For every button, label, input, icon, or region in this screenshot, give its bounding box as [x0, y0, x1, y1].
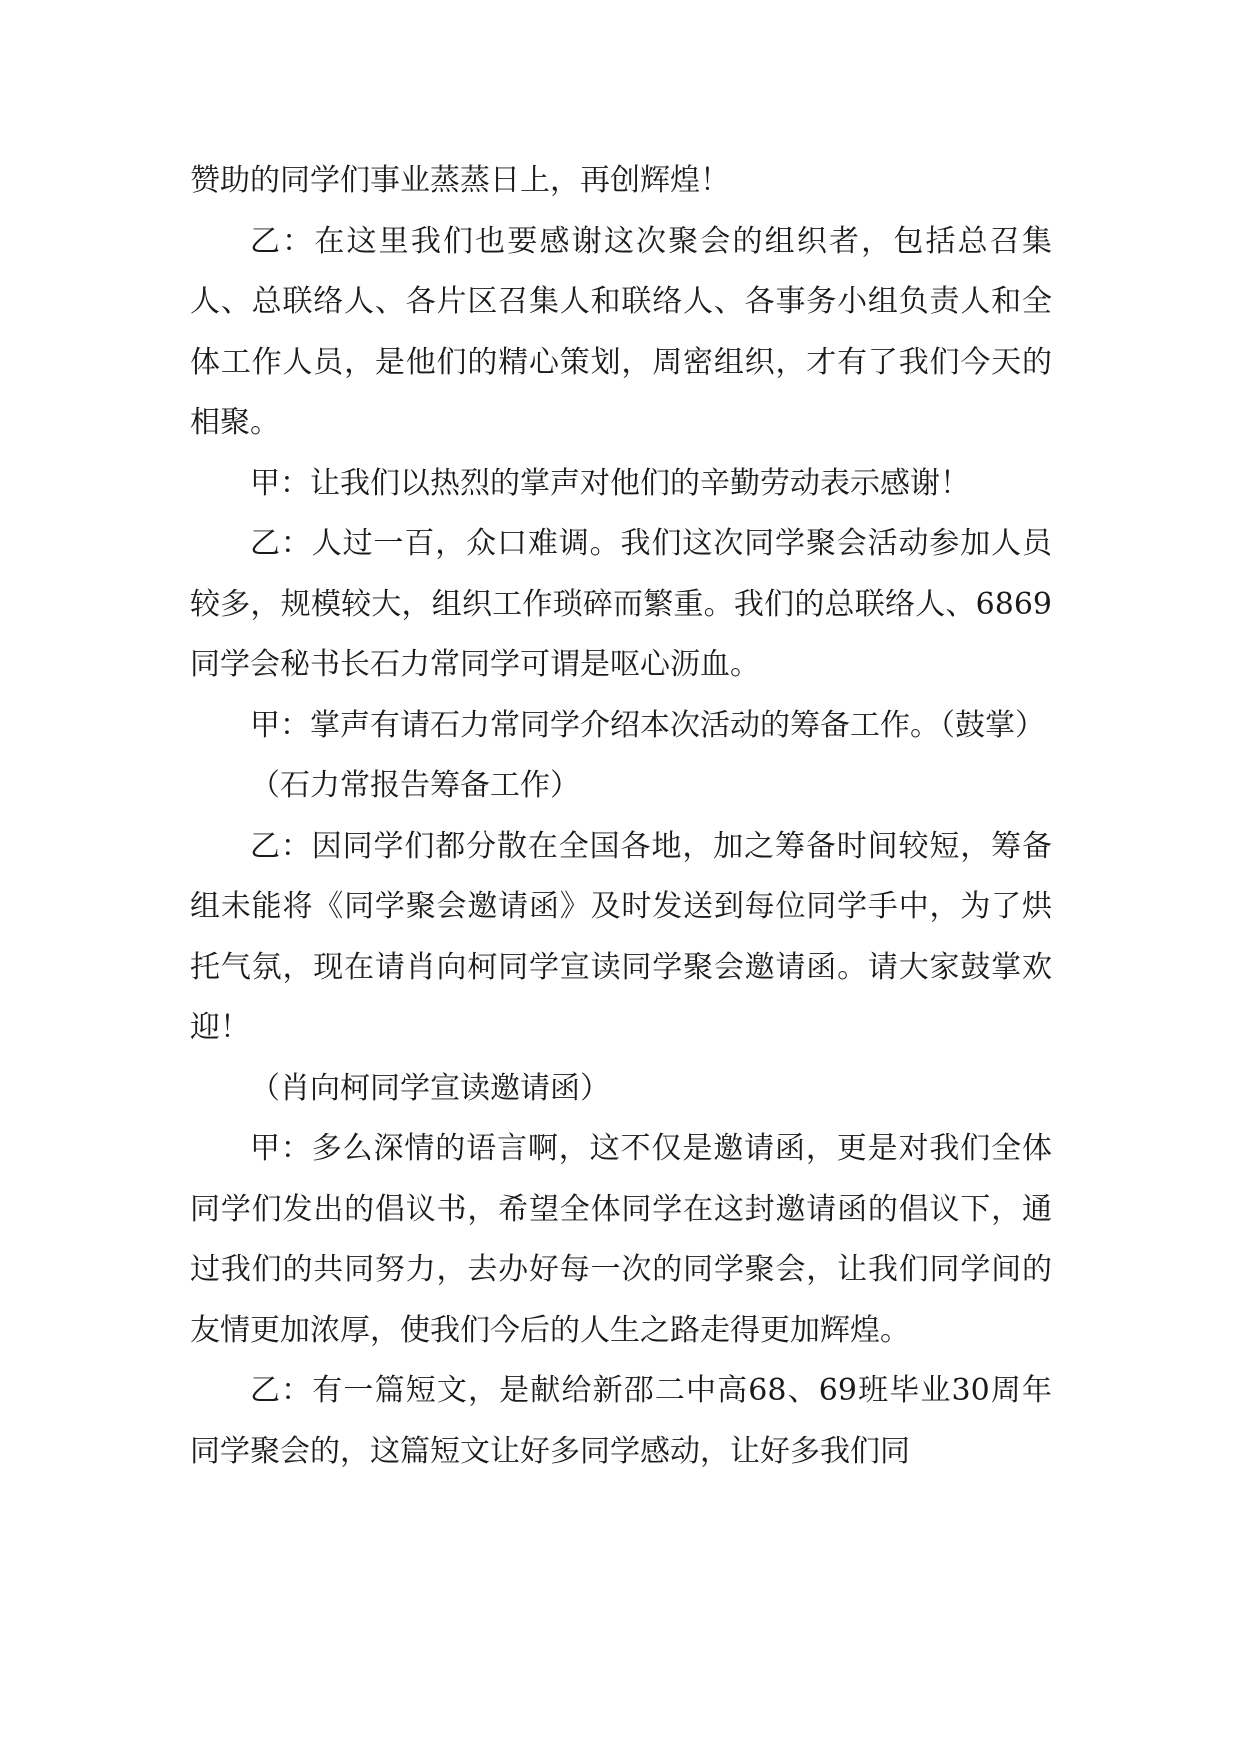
paragraph-10: 乙：有一篇短文，是献给新邵二中高68、69班毕业30周年同学聚会的，这篇短文让好多同学感动，让好多我们同 — [190, 1373, 1052, 1469]
paragraph-7: 乙：因同学们都分散在全国各地，加之筹备时间较短，筹备组未能将《同学聚会邀请函》及时发送到每位同学手中，为了烘托气氛，现在请肖向柯同学宣读同学聚会邀请函。请大家鼓掌欢迎！ — [190, 828, 1052, 1045]
paragraph-6: （石力常报告筹备工作） — [250, 768, 580, 803]
paragraph-4: 乙：人过一百，众口难调。我们这次同学聚会活动参加人员较多，规模较大，组织工作琐碎而繁重。我们的总联络人、6869同学会秘书长石力常同学可谓是呕心沥血。 — [190, 526, 1052, 682]
paragraph-3: 甲：让我们以热烈的掌声对他们的辛勤劳动表示感谢！ — [250, 465, 970, 501]
paragraph-5: 甲：掌声有请石力常同学介绍本次活动的筹备工作。（鼓掌） — [250, 707, 1045, 743]
paragraph-8: （肖向柯同学宣读邀请函） — [250, 1070, 610, 1106]
paragraph-9: 甲：多么深情的语言啊，这不仅是邀请函，更是对我们全体同学们发出的倡议书，希望全体同学在这封邀请函的倡议下，通过我们的共同努力，去办好每一次的同学聚会，让我们同学间的友情更加浓厚，使我们今后的人生之路走得更加辉煌。 — [190, 1131, 1052, 1348]
paragraph-1: 赞助的同学们事业蒸蒸日上，再创辉煌！ — [190, 163, 730, 198]
paragraph-2: 乙：在这里我们也要感谢这次聚会的组织者，包括总召集人、总联络人、各片区召集人和联络人、各事务小组负责人和全体工作人员，是他们的精心策划，周密组织，才有了我们今天的相聚。 — [190, 223, 1052, 440]
body-text — [190, 151, 1052, 1482]
